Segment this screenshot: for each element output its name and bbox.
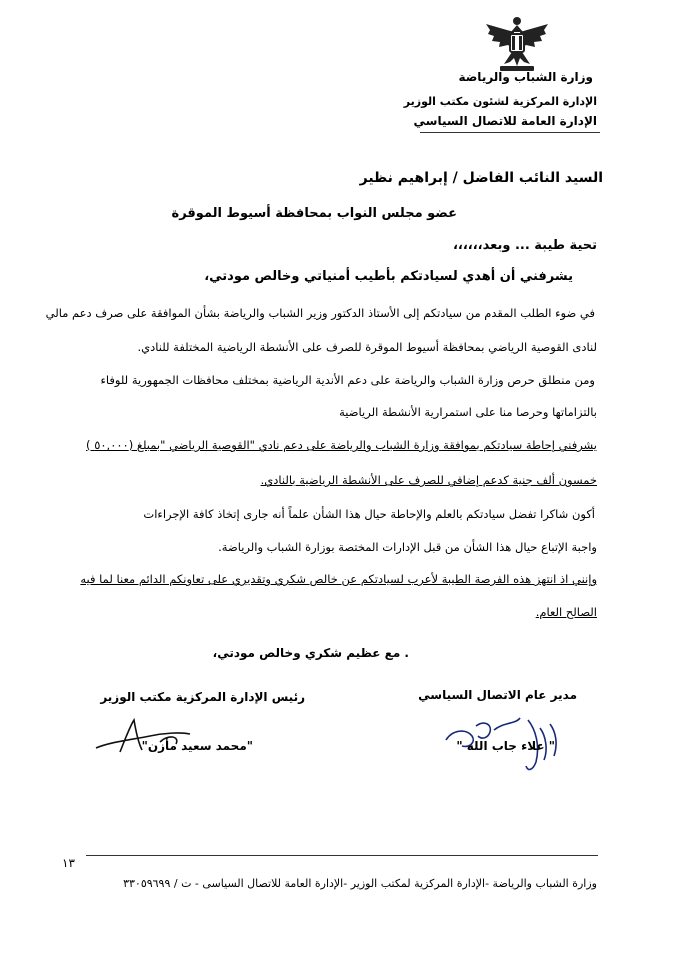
handwritten-signature-left bbox=[90, 712, 210, 762]
honor-line: يشرفني أن أهدي لسيادتكم بأطيب أمنياتي وخالص مودتي، bbox=[204, 269, 573, 284]
paragraph-4-line-2: واجبة الإتباع حيال هذا الشأن من قبل الإدارات المختصة بوزارة الشباب والرياضة. bbox=[218, 540, 597, 554]
paragraph-1-line-2: لنادى القوصية الرياضي بمحافظة أسيوط الموقرة للصرف على الأنشطة الرياضية المختلفة للنادي. bbox=[137, 340, 597, 354]
page-number: ١٣ bbox=[62, 856, 75, 870]
footer-contact: وزارة الشباب والرياضة -الإدارة المركزية لمكتب الوزير -الإدارة العامة للاتصال السياسى - ت / ٣٣٠٥٩٦٩٩ bbox=[123, 877, 597, 890]
central-department: الإدارة المركزية لشئون مكتب الوزير bbox=[403, 95, 597, 108]
eagle-emblem-icon bbox=[484, 14, 550, 74]
paragraph-1-line-1: في ضوء الطلب المقدم من سيادتكم إلى الأستاذ الدكتور وزير الشباب والرياضة بشأن الموافقة على صرف دعم مالي bbox=[45, 306, 595, 320]
closing-line: . مع عظيم شكري وخالص مودتي، bbox=[212, 646, 409, 660]
recipient: السيد النائب الفاضل / إبراهيم نظير bbox=[359, 170, 603, 186]
signatory-right-title: مدير عام الاتصال السياسي bbox=[418, 688, 577, 702]
signatory-left-name: "محمد سعيد مأزن" bbox=[141, 739, 253, 753]
greeting: تحية طيبة ... وبعد،،،،،، bbox=[452, 238, 597, 253]
paragraph-3-line-1: يشرفني إحاطة سيادتكم بموافقة وزارة الشباب والرياضة على دعم نادي "القوصية الرياضي "بمبلغ (٥٠,٠٠٠ ) bbox=[86, 438, 597, 452]
header-divider bbox=[420, 132, 600, 133]
general-department: الإدارة العامة للاتصال السياسي bbox=[413, 114, 597, 128]
paragraph-2-line-2: بالتزاماتها وحرصا منا على استمرارية الأنشطة الرياضية bbox=[339, 405, 597, 419]
paragraph-3-line-2: خمسون ألف جنية كدعم إضافي للصرف على الأنشطة الرياضية بالنادي. bbox=[260, 473, 597, 487]
paragraph-2-line-1: ومن منطلق حرص وزارة الشباب والرياضة على دعم الأندية الرياضية بمختلف محافظات الجمهورية للوفاء bbox=[100, 373, 595, 387]
signatory-left-title: رئيس الإدارة المركزية مكتب الوزير bbox=[100, 690, 305, 704]
paragraph-5-line-2: الصالح العام. bbox=[535, 605, 597, 619]
paragraph-4-line-1: أكون شاكرا تفضل سيادتكم بالعلم والإحاطة حيال هذا الشأن علماً أنه جارى إتخاذ كافة الإجراءات bbox=[143, 507, 595, 521]
paragraph-5-line-1: وإنني اذ انتهز هذه الفرصة الطيبة لأعرب لسيادتكم عن خالص شكري وتقديري على تعاونكم الدائم معنا لما فيه bbox=[80, 572, 597, 586]
member-title: عضو مجلس النواب بمحافظة أسيوط الموقرة bbox=[171, 206, 457, 221]
footer-divider bbox=[86, 855, 598, 856]
ministry-name: وزارة الشباب والرياضة bbox=[458, 70, 593, 84]
signatory-right-name: " علاء جاب الله " bbox=[456, 739, 555, 753]
